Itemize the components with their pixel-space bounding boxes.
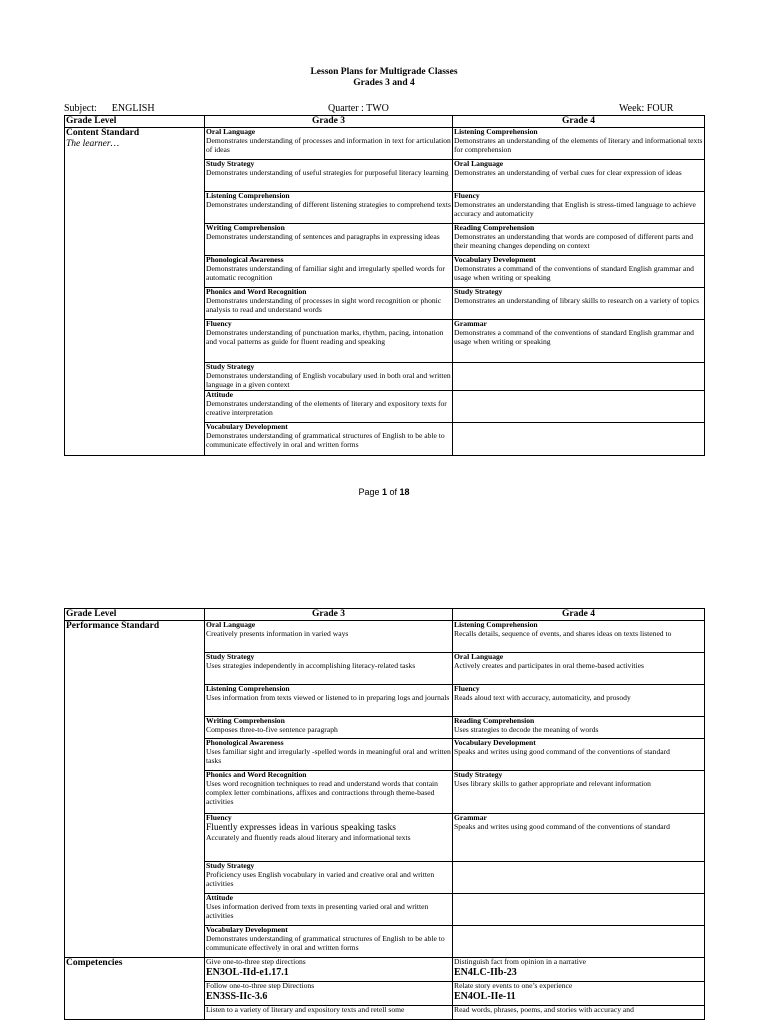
standard-text: Demonstrates understanding of English vocabulary used in both oral and written language in a given context [206, 370, 451, 389]
competency-text: Relate story events to one’s experience [454, 981, 573, 990]
competency-text: Follow one-to-three step Directions [206, 981, 315, 990]
grade4-cell [453, 192, 705, 224]
standard-text: Proficiency uses English vocabulary in varied and creative oral and written activities [206, 869, 435, 888]
standard-text: Uses information derived from texts in presenting varied oral and written activities [206, 901, 429, 920]
page-current: 1 [381, 487, 387, 497]
standard-text: Demonstrates an understanding of verbal cues for clear expression of ideas [454, 167, 682, 177]
grade4-cell [453, 685, 705, 717]
standard-heading: Fluency [454, 191, 480, 200]
competency-text: Listen to a variety of literary and expository texts and retell some [206, 1005, 405, 1014]
grade4-cell [453, 814, 705, 862]
grade3-cell [205, 1006, 453, 1020]
standard-text: Demonstrates understanding of processes and information in text for articulation of ideas [206, 135, 451, 154]
standard-text: Speaks and writes using good command of the conventions of standard [454, 746, 670, 756]
standard-text: Demonstrates an understanding of the elements of literary and informational texts for comprehension [454, 135, 703, 154]
page-label: Page [358, 487, 382, 497]
standard-text: Recalls details, sequence of events, and shares ideas on texts listened to [454, 628, 672, 638]
standard-text: Uses strategies independently in accomplishing literacy-related tasks [206, 660, 416, 670]
standard-heading: Vocabulary Development [206, 925, 288, 934]
standard-heading: Phonological Awareness [206, 738, 284, 747]
grade4-cell [453, 739, 705, 771]
page-number [0, 487, 768, 497]
content-standard-table [64, 115, 705, 456]
standard-heading: Fluency [206, 813, 232, 822]
standard-heading: Writing Comprehension [206, 716, 285, 725]
standard-text: Uses word recognition techniques to read and understand words that contain complex letter combinations, affixes and contractions through theme-based activities [206, 778, 438, 806]
table-row [65, 621, 705, 653]
grade4-cell [453, 160, 705, 192]
standard-heading: Grammar [454, 813, 487, 822]
standard-heading: Attitude [206, 390, 233, 399]
competency-text: Distinguish fact from opinion in a narrative [454, 957, 587, 966]
standard-text: Demonstrates understanding of grammatical structures of English to be able to communicate effectively in oral and written forms [206, 933, 445, 952]
standard-text: Uses familiar sight and irregularly -spelled words in meaningful oral and written tasks [206, 746, 451, 765]
standard-heading: Listening Comprehension [454, 127, 538, 136]
standard-text: Uses strategies to decode the meaning of words [454, 724, 599, 734]
standard-text: Demonstrates understanding of punctuation marks, rhythm, pacing, intonation and vocal patterns as guide for fluent reading and speaking [206, 327, 444, 346]
standard-text: Uses information from texts viewed or listened to in preparing logs and journals [206, 692, 450, 702]
standard-heading: Grammar [454, 319, 487, 328]
standard-heading: Oral Language [206, 127, 256, 136]
grade4-cell [453, 982, 705, 1006]
subject-line [64, 103, 155, 114]
grade4-cell [453, 422, 705, 455]
performance-standard-table [64, 608, 705, 1020]
competency-code: EN4LC-IIb-23 [454, 966, 517, 978]
page-of: of [387, 487, 400, 497]
standard-text: Uses library skills to gather appropriate and relevant information [454, 778, 651, 788]
standard-text: Reads aloud text with accuracy, automaticity, and prosody [454, 692, 631, 702]
standard-text: Fluently expresses ideas in various speaking tasks [206, 822, 396, 833]
subject-label: Subject: [64, 103, 97, 114]
section-label: Competencies [66, 958, 123, 968]
page-total: 18 [399, 487, 410, 497]
grade4-cell [453, 717, 705, 739]
grade3-cell [205, 653, 453, 685]
grade4-cell [453, 653, 705, 685]
grade4-cell [453, 363, 705, 391]
standard-heading: Study Strategy [454, 287, 503, 296]
table-header-row [65, 609, 705, 621]
standard-text: Demonstrates understanding of sentences and paragraphs in expressing ideas [206, 231, 440, 241]
standard-heading: Writing Comprehension [206, 223, 285, 232]
grade3-cell [205, 621, 453, 653]
standard-heading: Reading Comprehension [454, 716, 535, 725]
standard-text: Demonstrates a command of the conventions of standard English grammar and usage when writing or speaking [454, 263, 694, 282]
table-row [65, 958, 705, 982]
competencies-label-cell [65, 958, 205, 1020]
document-subtitle: Grades 3 and 4 [353, 78, 415, 88]
standard-text: Demonstrates understanding of useful strategies for purposeful literacy learning [206, 167, 449, 177]
grade4-cell [453, 1006, 705, 1020]
grade3-cell [205, 422, 453, 455]
standard-heading: Study Strategy [206, 362, 255, 371]
section-label: Performance Standard [66, 621, 160, 631]
grade3-cell [205, 363, 453, 391]
standard-text-2: Accurately and fluently reads aloud literary and informational texts [206, 832, 411, 842]
grade4-cell [453, 862, 705, 894]
grade4-cell [453, 224, 705, 256]
standard-heading: Study Strategy [206, 159, 255, 168]
standard-heading: Phonics and Word Recognition [206, 770, 307, 779]
standard-text: Actively creates and participates in oral theme-based activities [454, 660, 644, 670]
standard-heading: Phonological Awareness [206, 255, 284, 264]
grade3-cell [205, 320, 453, 363]
grade3-cell [205, 224, 453, 256]
standard-heading: Oral Language [454, 159, 504, 168]
grade3-cell [205, 685, 453, 717]
standard-text: Demonstrates understanding of different listening strategies to comprehend texts [206, 199, 451, 209]
standard-text: Demonstrates an understanding that words are composed of different parts and their meaning changes depending on context [454, 231, 693, 250]
grade4-cell [453, 771, 705, 814]
standard-text: Demonstrates a command of the conventions of standard English grammar and usage when writing or speaking [454, 327, 694, 346]
standard-heading: Vocabulary Development [454, 738, 536, 747]
subject-value: ENGLISH [111, 103, 155, 114]
standard-heading: Study Strategy [206, 652, 255, 661]
competency-text: Read words, phrases, poems, and stories with accuracy and [454, 1005, 634, 1014]
competency-code: EN3OL-IId-e1.17.1 [206, 966, 289, 978]
standard-text: Demonstrates an understanding that English is stress-timed language to achieve accuracy and automaticity [454, 199, 696, 218]
grade3-cell [205, 256, 453, 288]
grade3-cell [205, 192, 453, 224]
grade3-header: Grade 3 [205, 609, 453, 621]
grade3-cell [205, 894, 453, 926]
grade3-cell [205, 771, 453, 814]
standard-heading: Study Strategy [454, 770, 503, 779]
grade4-cell [453, 894, 705, 926]
standard-text: Demonstrates an understanding of library skills to research on a variety of topics [454, 295, 700, 305]
grade3-cell [205, 288, 453, 320]
standard-text: Composes three-to-five sentence paragraph [206, 724, 338, 734]
standard-heading: Reading Comprehension [454, 223, 535, 232]
grade3-cell [205, 982, 453, 1006]
grade3-header: Grade 3 [205, 116, 453, 128]
competency-text: Give one-to-three step directions [206, 957, 306, 966]
table-row [65, 128, 705, 160]
standard-heading: Fluency [454, 684, 480, 693]
grade3-cell [205, 128, 453, 160]
grade-level-header: Grade Level [65, 609, 205, 621]
standard-heading: Vocabulary Development [454, 255, 536, 264]
grade3-cell [205, 926, 453, 958]
grade4-cell [453, 390, 705, 422]
standard-heading: Oral Language [206, 620, 256, 629]
standard-heading: Fluency [206, 319, 232, 328]
standard-text: Demonstrates understanding of processes in sight word recognition or phonic analysis to read and understand words [206, 295, 442, 314]
document-title: Lesson Plans for Multigrade Classes [310, 67, 458, 77]
grade4-header: Grade 4 [453, 116, 705, 128]
grade3-cell [205, 814, 453, 862]
competency-code: EN3SS-IIc-3.6 [206, 990, 268, 1002]
table-header-row [65, 116, 705, 128]
grade3-cell [205, 160, 453, 192]
grade4-cell [453, 128, 705, 160]
grade4-header: Grade 4 [453, 609, 705, 621]
standard-text: Demonstrates understanding of grammatical structures of English to be able to communicate effectively in oral and written forms [206, 430, 445, 449]
standard-text: Speaks and writes using good command of the conventions of standard [454, 821, 670, 831]
grade4-cell [453, 256, 705, 288]
perf-label-cell [65, 621, 205, 958]
grade3-cell [205, 739, 453, 771]
grade4-cell [453, 958, 705, 982]
standard-heading: Study Strategy [206, 861, 255, 870]
standard-heading: Phonics and Word Recognition [206, 287, 307, 296]
week-text: Week: FOUR [619, 103, 674, 114]
standard-text: Creatively presents information in varied ways [206, 628, 349, 638]
standard-heading: Oral Language [454, 652, 504, 661]
standard-heading: Listening Comprehension [206, 684, 290, 693]
grade3-cell [205, 862, 453, 894]
standard-heading: Listening Comprehension [206, 191, 290, 200]
grade4-cell [453, 320, 705, 363]
grade-level-header: Grade Level [65, 116, 205, 128]
content-label-cell [65, 128, 205, 456]
standard-heading: Attitude [206, 893, 233, 902]
quarter-text: Quarter : TWO [328, 103, 389, 114]
competency-code: EN4OL-IIe-11 [454, 990, 516, 1002]
standard-heading: Listening Comprehension [454, 620, 538, 629]
grade3-cell [205, 390, 453, 422]
grade4-cell [453, 621, 705, 653]
standard-text: Demonstrates understanding of the elements of literary and expository texts for creative interpretation [206, 398, 447, 417]
standard-heading: Vocabulary Development [206, 422, 288, 431]
standard-text: Demonstrates understanding of familiar sight and irregularly spelled words for automatic recognition [206, 263, 445, 282]
section-label: Content Standard [66, 128, 140, 138]
grade4-cell [453, 926, 705, 958]
learner-text: The learner… [66, 139, 120, 149]
grade3-cell [205, 717, 453, 739]
grade3-cell [205, 958, 453, 982]
grade4-cell [453, 288, 705, 320]
